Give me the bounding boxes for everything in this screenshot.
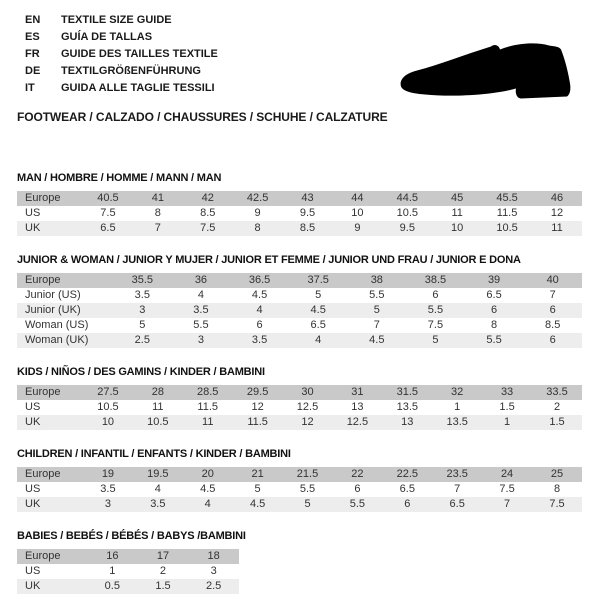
- table-row: [17, 221, 582, 236]
- size-cell: 5: [254, 483, 261, 495]
- size-cell: 40: [546, 274, 559, 286]
- size-cell: 12: [550, 207, 564, 219]
- language-code: DE: [25, 65, 41, 77]
- table-row: [17, 467, 582, 482]
- size-cell: 44.5: [396, 192, 418, 204]
- size-cell: 11.5: [197, 401, 219, 413]
- table-row: [17, 273, 582, 288]
- language-row: [25, 12, 600, 29]
- size-cell: 42: [201, 192, 214, 204]
- size-cell: 5: [373, 304, 380, 316]
- size-section: [0, 366, 600, 430]
- size-cell: 10.5: [396, 207, 418, 219]
- size-cell: 45: [451, 192, 464, 204]
- table-row: [17, 288, 582, 303]
- language-label: GUÍA DE TALLAS: [61, 31, 153, 43]
- row-label: Europe: [25, 550, 61, 562]
- size-cell: 11.5: [247, 416, 268, 428]
- size-cell: 11: [202, 416, 214, 428]
- size-cell: 1: [109, 565, 116, 577]
- size-cell: 11: [451, 207, 463, 219]
- size-cell: 21.5: [296, 468, 319, 480]
- size-cell: 8.5: [200, 207, 216, 219]
- size-cell: 6: [404, 498, 411, 510]
- size-cell: 27.5: [97, 386, 119, 398]
- size-cell: 4: [315, 334, 322, 346]
- size-section: [0, 530, 600, 594]
- size-cell: 32: [451, 386, 464, 398]
- size-cell: 9: [254, 207, 261, 219]
- language-code: ES: [25, 31, 40, 43]
- table-row: [17, 303, 582, 318]
- size-cell: 2.5: [134, 334, 150, 346]
- size-cell: 10.5: [496, 222, 518, 234]
- size-cell: 6: [491, 304, 498, 316]
- row-label: Europe: [25, 192, 61, 204]
- size-cell: 22.5: [396, 468, 418, 480]
- size-cell: 35.5: [131, 274, 154, 286]
- size-cell: 10.5: [97, 401, 119, 413]
- table-row: [17, 333, 582, 348]
- row-label: US: [25, 483, 41, 495]
- size-cell: 4.5: [310, 304, 326, 316]
- size-cell: 1.5: [155, 580, 171, 592]
- section-title: KIDS / NIÑOS / DES GAMINS / KINDER / BAMBINI: [17, 366, 265, 378]
- size-cell: 24: [500, 468, 514, 480]
- section-title: JUNIOR & WOMAN / JUNIOR Y MUJER / JUNIOR ET FEMME / JUNIOR UND FRAU / JUNIOR E DONA: [17, 254, 521, 266]
- size-cell: 13: [401, 416, 414, 428]
- size-cell: 13.5: [396, 401, 418, 413]
- size-cell: 7.5: [499, 483, 515, 495]
- dress-shoe-icon: [395, 40, 580, 108]
- size-cell: 7.5: [100, 207, 116, 219]
- size-cell: 3.5: [100, 483, 116, 495]
- size-cell: 8: [491, 319, 498, 331]
- size-cell: 19.5: [147, 468, 169, 480]
- table-row: [17, 564, 239, 579]
- size-cell: 2: [553, 401, 561, 413]
- size-cell: 6.5: [310, 319, 326, 331]
- size-cell: 39: [487, 274, 501, 286]
- size-cell: 5.5: [299, 483, 316, 495]
- row-label: Junior (US): [25, 289, 81, 301]
- size-cell: 7.5: [200, 222, 216, 234]
- table-row: [17, 400, 582, 415]
- table-row: [17, 385, 582, 400]
- size-cell: 6.5: [399, 483, 415, 495]
- size-cell: 21: [251, 468, 264, 480]
- size-cell: 6: [256, 319, 263, 331]
- table-row: [17, 579, 239, 594]
- size-cell: 43: [301, 192, 314, 204]
- language-code: IT: [25, 82, 35, 94]
- size-cell: 1.5: [549, 416, 565, 428]
- row-label: UK: [25, 580, 41, 592]
- size-cell: 13: [351, 401, 364, 413]
- size-cell: 16: [106, 550, 119, 562]
- size-table: [17, 273, 582, 348]
- row-label: UK: [25, 222, 41, 234]
- size-tables: [0, 172, 600, 594]
- size-cell: 6.5: [449, 498, 465, 510]
- size-section: [0, 172, 600, 236]
- size-cell: 2: [159, 565, 167, 577]
- size-cell: 33.5: [546, 386, 568, 398]
- row-label: Junior (UK): [25, 304, 81, 316]
- size-cell: 0.5: [104, 580, 120, 592]
- size-cell: 38: [370, 274, 383, 286]
- row-label: Woman (UK): [25, 334, 89, 346]
- size-cell: 28: [151, 386, 164, 398]
- size-cell: 5.5: [486, 334, 502, 346]
- size-cell: 6: [432, 289, 439, 301]
- size-cell: 6.5: [486, 289, 502, 301]
- size-section: [0, 254, 600, 348]
- size-table: [17, 191, 582, 236]
- size-cell: 3: [104, 498, 111, 510]
- size-cell: 13.5: [446, 416, 468, 428]
- size-cell: 28.5: [197, 386, 219, 398]
- table-row: [17, 191, 582, 206]
- table-row: [17, 206, 582, 221]
- size-cell: 4.5: [200, 483, 216, 495]
- size-cell: 23.5: [446, 468, 468, 480]
- size-cell: 38.5: [424, 274, 447, 286]
- size-cell: 5.5: [193, 319, 209, 331]
- size-cell: 11: [551, 222, 563, 234]
- row-label: UK: [25, 416, 41, 428]
- size-cell: 8: [254, 222, 261, 234]
- size-cell: 4.5: [251, 289, 268, 301]
- size-cell: 3: [139, 304, 146, 316]
- size-cell: 10: [451, 222, 464, 234]
- language-label: TEXTILE SIZE GUIDE: [61, 14, 172, 26]
- size-cell: 5.5: [349, 498, 366, 510]
- row-label: UK: [25, 498, 41, 510]
- table-row: [17, 318, 582, 333]
- size-cell: 25: [550, 468, 564, 480]
- size-cell: 3.5: [134, 289, 150, 301]
- size-cell: 12: [251, 401, 264, 413]
- language-label: GUIDA ALLE TAGLIE TESSILI: [61, 82, 215, 94]
- language-label: GUIDE DES TAILLES TEXTILE: [61, 48, 218, 60]
- language-code: EN: [25, 14, 41, 26]
- size-cell: 29.5: [246, 386, 269, 398]
- section-title: MAN / HOMBRE / HOMME / MANN / MAN: [17, 172, 222, 184]
- size-cell: 5: [139, 319, 146, 331]
- size-cell: 12.5: [296, 401, 319, 413]
- size-cell: 40.5: [97, 192, 119, 204]
- size-cell: 42.5: [246, 192, 269, 204]
- row-label: Woman (US): [25, 319, 89, 331]
- size-cell: 36.5: [248, 274, 271, 286]
- language-label: TEXTILGRÖßENFÜHRUNG: [61, 65, 201, 77]
- size-cell: 36: [194, 274, 208, 286]
- size-cell: 4.5: [249, 498, 266, 510]
- size-cell: 4.5: [369, 334, 385, 346]
- size-cell: 8.5: [299, 222, 316, 234]
- size-cell: 7: [549, 289, 556, 301]
- size-cell: 8: [553, 483, 561, 495]
- size-cell: 12.5: [346, 416, 369, 428]
- size-cell: 2.5: [206, 580, 222, 592]
- size-cell: 6: [549, 304, 556, 316]
- size-cell: 10: [351, 207, 364, 219]
- size-cell: 46: [550, 192, 564, 204]
- size-cell: 19: [101, 468, 115, 480]
- size-cell: 3.5: [251, 334, 268, 346]
- section-title: BABIES / BEBÉS / BÉBÉS / BABYS /BAMBINI: [17, 530, 246, 542]
- size-cell: 7: [154, 222, 161, 234]
- size-cell: 3.5: [193, 304, 209, 316]
- size-cell: 7: [373, 319, 380, 331]
- size-cell: 6.5: [100, 222, 116, 234]
- size-cell: 44: [351, 192, 364, 204]
- category-heading: FOOTWEAR / CALZADO / CHAUSSURES / SCHUHE / CALZATURE: [17, 110, 388, 124]
- size-cell: 12: [301, 416, 314, 428]
- size-cell: 7.5: [427, 319, 444, 331]
- size-cell: 8.5: [545, 319, 561, 331]
- size-cell: 20: [201, 468, 214, 480]
- size-cell: 7.5: [549, 498, 565, 510]
- size-cell: 8: [154, 207, 161, 219]
- row-label: Europe: [25, 468, 61, 480]
- size-cell: 5.5: [369, 289, 385, 301]
- size-cell: 7: [454, 483, 461, 495]
- size-cell: 5: [315, 289, 322, 301]
- size-cell: 3: [210, 565, 217, 577]
- row-label: US: [25, 401, 41, 413]
- row-label: US: [25, 565, 41, 577]
- size-cell: 30: [301, 386, 314, 398]
- size-cell: 3.5: [150, 498, 166, 510]
- section-title: CHILDREN / INFANTIL / ENFANTS / KINDER / BAMBINI: [17, 448, 291, 460]
- size-cell: 45.5: [496, 192, 518, 204]
- table-row: [17, 482, 582, 497]
- language-code: FR: [25, 48, 40, 60]
- size-cell: 10.5: [147, 416, 169, 428]
- size-cell: 1: [504, 416, 511, 428]
- size-cell: 33: [500, 386, 514, 398]
- size-cell: 11: [152, 401, 164, 413]
- row-label: Europe: [25, 386, 61, 398]
- size-guide-page: [0, 12, 600, 612]
- row-label: Europe: [25, 274, 61, 286]
- size-cell: 7: [504, 498, 511, 510]
- size-cell: 9.5: [299, 207, 316, 219]
- size-section: [0, 448, 600, 512]
- size-cell: 31: [351, 386, 364, 398]
- size-cell: 5: [432, 334, 439, 346]
- size-cell: 17: [156, 550, 170, 562]
- size-cell: 22: [351, 468, 364, 480]
- size-cell: 31.5: [396, 386, 418, 398]
- size-cell: 6: [549, 334, 556, 346]
- size-cell: 6: [354, 483, 361, 495]
- size-cell: 18: [207, 550, 220, 562]
- size-cell: 4: [197, 289, 204, 301]
- size-cell: 37.5: [307, 274, 329, 286]
- size-table: [17, 549, 239, 594]
- table-row: [17, 415, 582, 430]
- size-table: [17, 385, 582, 430]
- table-row: [17, 549, 239, 564]
- size-cell: 4: [204, 498, 211, 510]
- size-cell: 10: [101, 416, 115, 428]
- size-cell: 4: [154, 483, 161, 495]
- size-cell: 41: [151, 192, 164, 204]
- row-label: US: [25, 207, 41, 219]
- size-cell: 1.5: [499, 401, 515, 413]
- size-cell: 5: [304, 498, 311, 510]
- size-cell: 5.5: [427, 304, 444, 316]
- size-cell: 1: [454, 401, 461, 413]
- size-cell: 3: [197, 334, 204, 346]
- table-row: [17, 497, 582, 512]
- size-table: [17, 467, 582, 512]
- size-cell: 11.5: [496, 207, 518, 219]
- size-cell: 4: [256, 304, 263, 316]
- size-cell: 9.5: [399, 222, 415, 234]
- size-cell: 9: [354, 222, 361, 234]
